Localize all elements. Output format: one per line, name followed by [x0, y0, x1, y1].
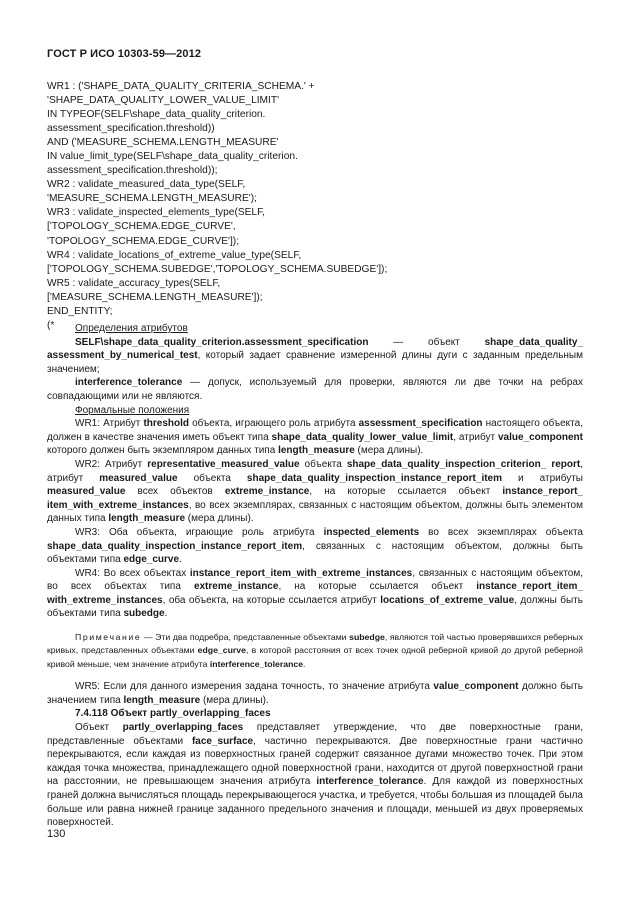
- code-line: ['TOPOLOGY_SCHEMA.SUBEDGE','TOPOLOGY_SCHEMA.SUBEDGE']);: [47, 263, 388, 275]
- text: WR1: Атрибут: [75, 418, 144, 430]
- text: которого должен быть экземпляром данных типа: [47, 445, 279, 457]
- text: (мера длины).: [200, 694, 269, 706]
- text: . Для каждой из поверхностных граней должна вычисляться площадь перекрывающегося участка, и требуется, чтобы большая из площадей была больше или равна нижней границе заданного предельного значения и площади, меньшей из двух проверяемых поверхностей.: [47, 776, 583, 829]
- term: edge_curve: [197, 645, 246, 656]
- attribute-definition-paragraph: [47, 376, 583, 403]
- text: , во всех экземплярах, связанных с настоящим объектом, должны быть элементом данных типа: [47, 499, 583, 525]
- term: extreme_instance: [193, 581, 279, 593]
- text: , связанных с настоящим объектом, должны быть объектами типа: [47, 540, 583, 566]
- code-line: (*: [47, 319, 55, 331]
- rule-wr2: [47, 458, 583, 526]
- term: shape_data_quality_inspection_criterion_ report: [346, 458, 581, 470]
- term: measured_value: [99, 472, 178, 484]
- text: — объект: [368, 336, 485, 348]
- term: instance_report_item_ with_extreme_instances: [47, 581, 583, 606]
- code-line: 'SHAPE_DATA_QUALITY_LOWER_VALUE_LIMIT': [47, 95, 280, 107]
- document-body: [47, 322, 583, 830]
- code-line: AND ('MEASURE_SCHEMA.LENGTH_MEASURE': [47, 137, 279, 149]
- term: partly_overlapping_faces: [122, 722, 244, 734]
- code-line: 'MEASURE_SCHEMA.LENGTH_MEASURE');: [47, 193, 257, 205]
- code-line: WR2 : validate_measured_data_type(SELF,: [47, 179, 246, 191]
- code-line: assessment_specification.threshold)): [47, 123, 215, 135]
- text: Объект: [75, 722, 123, 734]
- term: shape_data_quality_lower_value_limit: [271, 431, 454, 443]
- term: subedge: [349, 632, 385, 643]
- text: WR4: Во всех объектах: [75, 567, 190, 579]
- code-line: END_ENTITY;: [47, 305, 113, 317]
- text: , на которые ссылается объект: [278, 581, 477, 593]
- text: WR3: Оба объекта, играющие роль атрибута: [75, 526, 324, 538]
- page-number: 130: [47, 828, 66, 840]
- text: представляет утверждение, что две поверхностные грани, представленные объектами: [47, 722, 583, 747]
- text: , атрибут: [47, 458, 584, 484]
- text: должно быть значением типа: [47, 681, 583, 706]
- text: (мера длины).: [354, 445, 424, 457]
- term: interference_tolerance: [75, 377, 183, 389]
- note-paragraph: [47, 631, 583, 671]
- express-code-block: [47, 80, 587, 333]
- term: extreme_instance: [224, 486, 310, 498]
- term: locations_of_extreme_value: [380, 594, 515, 606]
- section-entity-name: partly_overlapping_faces: [149, 708, 271, 720]
- text: .: [179, 554, 182, 566]
- code-line: WR4 : validate_locations_of_extreme_value_type(SELF,: [47, 249, 302, 261]
- text: , являются той частью проверявшихся реберных кривых, представленных объектами: [47, 632, 583, 656]
- term: face_surface: [191, 735, 254, 747]
- term: length_measure: [108, 513, 186, 525]
- code-line: ['MEASURE_SCHEMA.LENGTH_MEASURE']);: [47, 291, 263, 303]
- rule-wr5: [47, 680, 583, 707]
- attribute-definition-paragraph: [47, 336, 583, 377]
- section-heading: [47, 707, 583, 721]
- term: shape_data_quality_inspection_instance_report_item: [47, 540, 303, 552]
- text: во всех экземплярах объекта: [419, 526, 583, 538]
- attribute-definitions-heading: Определения атрибутов: [75, 323, 188, 334]
- text: объекта: [177, 472, 247, 484]
- section-number: 7.4.118 Объект: [75, 708, 150, 720]
- term: instance_report_ item_with_extreme_instances: [47, 486, 583, 511]
- code-line: 'TOPOLOGY_SCHEMA.EDGE_CURVE']);: [47, 235, 240, 247]
- text: .: [164, 608, 168, 620]
- term: instance_report_item_with_extreme_instances: [189, 567, 413, 579]
- term: length_measure: [278, 445, 355, 457]
- code-line: IN TYPEOF(SELF\shape_data_quality_criterion.: [47, 109, 266, 121]
- text: — Эти два подребра, представленные объектами: [141, 632, 350, 643]
- term: measured_value: [47, 486, 126, 498]
- text: , в которой расстояния от всех точек одной реберной кривой до другой реберной кривой меньше, чем значение атрибута: [47, 645, 583, 669]
- term: value_component: [497, 431, 583, 443]
- text: , связанных с настоящим объектом, во всех объектах типа: [47, 567, 584, 593]
- term: shape_data_quality_ assessment_by_numerical_test: [47, 336, 583, 362]
- rule-wr1: [47, 417, 583, 458]
- document-header: ГОСТ Р ИСО 10303-59—2012: [47, 48, 202, 60]
- text: , который задает сравнение измеренной длины дуги с заданным предельным значением;: [47, 350, 583, 375]
- code-line: IN value_limit_type(SELF\shape_data_quality_criterion.: [47, 151, 298, 163]
- term: interference_tolerance: [316, 776, 424, 788]
- formal-propositions-heading: Формальные положения: [75, 404, 190, 416]
- term: SELF\shape_data_quality_criterion.assessment_specification: [75, 336, 369, 348]
- term: subedge: [123, 608, 165, 620]
- term: interference_tolerance: [209, 658, 304, 669]
- term: edge_curve: [123, 554, 180, 566]
- text: , на которые ссылается объект: [309, 486, 503, 498]
- term: representative_measured_value: [147, 458, 300, 470]
- code-line: WR3 : validate_inspected_elements_type(SELF,: [47, 207, 266, 219]
- term: length_measure: [123, 694, 201, 706]
- term: threshold: [143, 418, 190, 430]
- text: и атрибуты: [502, 472, 583, 484]
- code-line: assessment_specification.threshold));: [47, 165, 218, 177]
- rule-wr3: [47, 526, 583, 567]
- term: assessment_specification: [358, 418, 483, 430]
- term: shape_data_quality_inspection_instance_report_item: [246, 472, 503, 484]
- text: — допуск, используемый для проверки, являются ли две точки на ребрах совпадающими или не являются.: [47, 377, 583, 402]
- text: , оба объекта, на которые ссылается атрибут: [162, 594, 381, 606]
- text: WR2: Атрибут: [75, 458, 148, 470]
- rule-wr4: [47, 567, 583, 621]
- text: , атрибут: [453, 431, 498, 443]
- text: , частично перекрываются. Две поверхностные грани частично перекрываются, если каждая из поверхностных граней содержит связанное дугами множество точек. При этом каждая точка множества, принадлежащего одной поверхностной грани, находится от другой поверхностной грани на расстоянии, не превышающем значения атрибута: [47, 735, 583, 788]
- term: inspected_elements: [323, 526, 420, 538]
- code-line: ['TOPOLOGY_SCHEMA.EDGE_CURVE',: [47, 221, 236, 233]
- text: , должны быть объектами типа: [47, 594, 583, 620]
- text: (мера длины).: [185, 513, 254, 525]
- text: WR5: Если для данного измерения задана точность, то значение атрибута: [75, 681, 434, 693]
- code-line: WR1 : ('SHAPE_DATA_QUALITY_CRITERIA_SCHEMA.' +: [47, 81, 315, 92]
- section-paragraph: [47, 721, 583, 830]
- text: .: [303, 658, 306, 669]
- note-label: Примечание: [75, 632, 142, 643]
- text: настоящего объекта, должен в качестве значения иметь объект типа: [47, 418, 583, 443]
- text: объекта: [299, 458, 347, 470]
- term: value_component: [433, 681, 519, 693]
- text: всех объектов: [125, 486, 225, 498]
- text: объекта, играющего роль атрибута: [189, 418, 359, 430]
- code-line: WR5 : validate_accuracy_types(SELF,: [47, 277, 221, 289]
